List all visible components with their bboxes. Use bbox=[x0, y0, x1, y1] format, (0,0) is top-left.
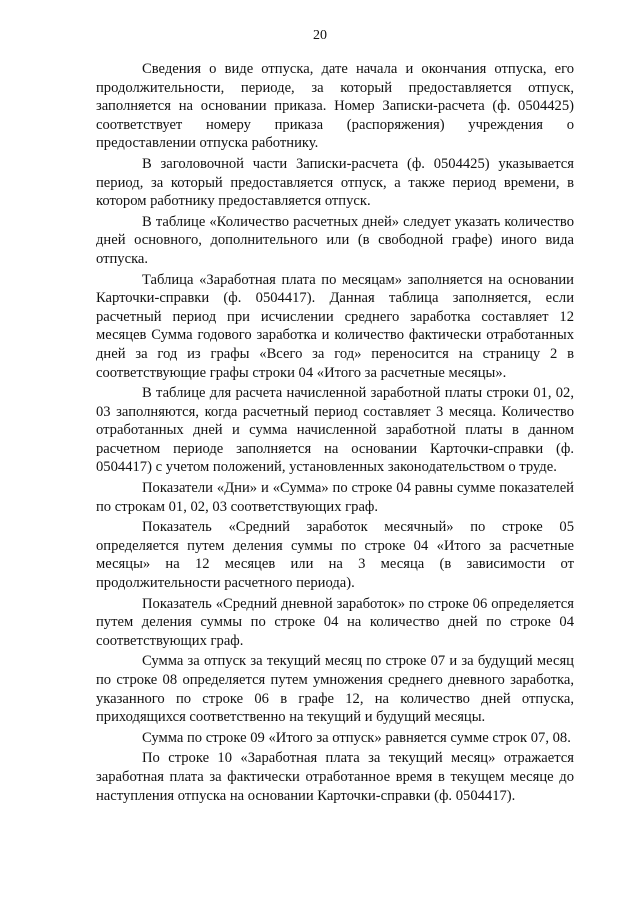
paragraph-average-monthly: Показатель «Средний заработок месячный» по строке 05 определяется путем деления суммы по строке 04 «Итого за расчетные месяцы» на 12 месяцев или на 3 месяца (в зависимости от продолжительности расчетного периода). bbox=[96, 519, 574, 592]
document-body bbox=[96, 60, 574, 807]
paragraph-calculation-days: В таблице «Количество расчетных дней» следует указать количество дней основного, дополнительного или (в свободной графе) иного вида отпуска. bbox=[96, 213, 574, 267]
paragraph-accrued-salary-table: В таблице для расчета начисленной заработной платы строки 01, 02, 03 заполняются, когда расчетный период составляет 3 месяца. Количество отработанных дней и сумма начисленной заработной платы в данном расчетном периоде заполняется на основании Карточки-справки (ф. 0504417) с учетом положений, установленных законодательством о труде. bbox=[96, 385, 574, 476]
page-number: 20 bbox=[313, 28, 327, 43]
paragraph-header-section: В заголовочной части Записки-расчета (ф. 0504425) указывается период, за который предоставляется отпуск, а также период времени, в котором работнику предоставляется отпуск. bbox=[96, 155, 574, 210]
paragraph-vacation-info: Сведения о виде отпуска, дате начала и окончания отпуска, его продолжительности, периоде, за который предоставляется отпуск, заполняется на основании приказа. Номер Записки-расчета (ф. 0504425) соответствует номеру приказа (распоряжения) учреждения о предоставлении отпуска работнику. bbox=[96, 61, 574, 152]
paragraph-total-vacation: Сумма по строке 09 «Итого за отпуск» равняется сумме строк 07, 08. bbox=[142, 729, 571, 746]
paragraph-vacation-sum: Сумма за отпуск за текущий месяц по строке 07 и за будущий месяц по строке 08 определяется путем умножения среднего дневного заработка, указанного по строке 06 в графе 12, на количество дней отпуска, приходящихся соответственно на текущий и будущий месяцы. bbox=[96, 653, 574, 726]
paragraph-average-daily: Показатель «Средний дневной заработок» по строке 06 определяется путем деления суммы по строке 04 на количество дней по строке 04 соответствующих граф. bbox=[96, 595, 574, 649]
paragraph-current-month-salary: По строке 10 «Заработная плата за текущий месяц» отражается заработная плата за фактически отработанное время в текущем месяце до наступления отпуска на основании Карточки-справки (ф. 0504417). bbox=[96, 750, 574, 804]
paragraph-days-and-sum: Показатели «Дни» и «Сумма» по строке 04 равны сумме показателей по строкам 01, 02, 03 соответствующих граф. bbox=[96, 480, 574, 515]
paragraph-monthly-salary-table: Таблица «Заработная плата по месяцам» заполняется на основании Карточки-справки (ф. 0504417). Данная таблица заполняется, если расчетный период при исчислении среднего заработка составляет 12 месяцев Сумма годового заработка и количество фактически отработанных дней за год из графы «Всего за год» переносится на страницу 2 в соответствующие графы строки 04 «Итого за расчетные месяцы». bbox=[96, 271, 574, 381]
